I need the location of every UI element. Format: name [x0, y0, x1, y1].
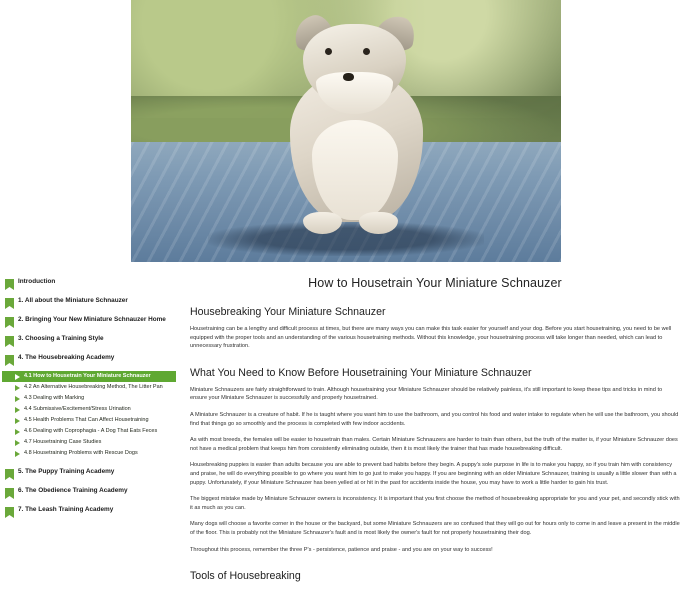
toc-item-label: 3. Choosing a Training Style	[18, 335, 104, 342]
toc-item-label: 4. The Housebreaking Academy	[18, 354, 115, 361]
triangle-icon	[15, 451, 20, 457]
toc-subitem-label: 4.3 Dealing with Marking	[24, 395, 85, 401]
toc-item-label: 5. The Puppy Training Academy	[18, 468, 115, 475]
toc-item-label: 1. All about the Miniature Schnauzer	[18, 297, 128, 304]
bookmark-icon	[5, 279, 14, 290]
toc-item-all-about[interactable]	[2, 295, 176, 314]
toc-item-label: Introduction	[18, 278, 56, 285]
page-title: How to Housetrain Your Miniature Schnauzer	[308, 276, 562, 290]
paragraph: A Miniature Schnauzer is a creature of habit. If he is taught where you want him to use the bathroom, and you control his food and water intake to regulate when he will use the bathroom, you should find that things go so smoothly and the process is completed with few indoor accidents.	[190, 411, 679, 427]
toc-item-bringing-home[interactable]	[2, 314, 176, 333]
bookmark-icon	[5, 355, 14, 366]
hero-banner	[0, 0, 687, 266]
section-heading-tools-of-housebreaking: Tools of Housebreaking	[190, 570, 301, 583]
paragraph: Miniature Schnauzers are fairly straightforward to train. Although housetraining your Miniature Schnauzer should be relatively painless, it's still important to keep these tips and tricks in mind to ensure your Miniature Schnauzer is successfully and properly housetrained.	[190, 386, 663, 402]
toc-subitem-rescue-dogs[interactable]	[2, 448, 176, 459]
table-of-contents	[0, 276, 180, 523]
bookmark-icon	[5, 507, 14, 518]
toc-item-label: 2. Bringing Your New Miniature Schnauzer Home	[18, 316, 166, 323]
toc-item-label: 7. The Leash Training Academy	[18, 506, 114, 513]
toc-subitem-marking[interactable]	[2, 393, 176, 404]
toc-subitem-label: 4.2 An Alternative Housebreaking Method, The Litter Pan	[24, 384, 163, 390]
toc-subitem-label: 4.4 Submissive/Excitement/Stress Urination	[24, 406, 131, 412]
triangle-icon	[15, 396, 20, 402]
toc-item-puppy-academy[interactable]	[2, 466, 176, 485]
section-heading-housebreaking: Housebreaking Your Miniature Schnauzer	[190, 306, 386, 318]
toc-subitem-health-problems[interactable]	[2, 415, 176, 426]
paragraph: Many dogs will choose a favorite corner in the house or the backyard, but some Miniature Schnauzers are so confused that they will go out for hours only to come in and leave a present in the middle of the floor. This is probably not the Miniature Schnauzer's fault and is most likely the owner's fault for not properly housetraining their dog.	[190, 521, 680, 536]
toc-subitem-label: 4.1 How to Housetrain Your Miniature Schnauzer	[24, 373, 151, 379]
toc-item-training-style[interactable]	[2, 333, 176, 352]
schnauzer-photo	[131, 0, 561, 262]
toc-item-label: 6. The Obedience Training Academy	[18, 487, 128, 494]
toc-item-introduction[interactable]	[2, 276, 176, 295]
paragraph: Housetraining can be a lengthy and difficult process at times, but there are many ways you can make this task easier for yourself and your dog. Before you start housetraining, you need to be well equipped with the proper tools and an understanding of the various housetraining methods. Without this knowledge, your housetraining process will take longer than needed, which can lead to unnecessary frustration.	[190, 326, 672, 350]
hero-right-margin	[555, 0, 687, 266]
toc-item-obedience-academy[interactable]	[2, 485, 176, 504]
toc-spacer	[2, 459, 176, 466]
paragraph: Throughout this process, remember the three P's - persistence, patience and praise - and you are on your way to success!	[190, 546, 493, 553]
triangle-icon	[15, 407, 20, 413]
toc-subitem-label: 4.5 Health Problems That Can Affect Housetraining	[24, 417, 149, 423]
photo-shadow	[208, 222, 483, 256]
paragraph: As with most breeds, the females will be easier to housetrain than males. Certain Miniature Schnauzers are harder to train than others, but the truth of the matter is, if your Miniature Schnauzer does not have a medical problem that keeps him from consistently eliminating outside, then it is most likely the trainer that has made housebreaking difficult.	[190, 437, 678, 452]
toc-item-leash-academy[interactable]	[2, 504, 176, 523]
hero-left-margin	[0, 0, 132, 266]
triangle-icon	[15, 440, 20, 446]
bookmark-icon	[5, 469, 14, 480]
bookmark-icon	[5, 298, 14, 309]
bookmark-icon	[5, 317, 14, 328]
triangle-icon	[15, 385, 20, 391]
toc-subitem-label: 4.7 Housetraining Case Studies	[24, 439, 102, 445]
toc-subitem-coprophagia[interactable]	[2, 426, 176, 437]
bookmark-icon	[5, 336, 14, 347]
paragraph: The biggest mistake made by Miniature Schnauzer owners is inconsistency. It is important that you first choose the method of housebreaking appropriate for you and your pet, and secondly stick with it as much as you can.	[190, 496, 680, 511]
triangle-icon	[15, 374, 20, 380]
triangle-icon	[15, 418, 20, 424]
paragraph: Housebreaking puppies is easier than adults because you are able to prevent bad habits before they begin. A puppy's sole purpose in life is to make you happy, so if you train him with consistency and praise, he will do everything possible to go where you want him to go just to make you happy. If you are beginning with an older Miniature Schnauzer, training is usually a little slower than with a puppy. Unfortunately, if your Miniature Schnauzer has been yelled at or hit in the past for accidents inside the house, you may have to work a little harder to gain his trust.	[190, 462, 677, 486]
bookmark-icon	[5, 488, 14, 499]
toc-subitem-label: 4.6 Dealing with Coprophagia - A Dog That Eats Feces	[24, 428, 158, 434]
main-content	[190, 272, 680, 589]
dog-eye-left	[325, 48, 332, 55]
triangle-icon	[15, 429, 20, 435]
toc-subitem-label: 4.8 Housetraining Problems with Rescue Dogs	[24, 450, 138, 456]
toc-subitem-case-studies[interactable]	[2, 437, 176, 448]
section-heading-what-you-need-to-know: What You Need to Know Before Housetraining Your Miniature Schnauzer	[190, 366, 532, 379]
toc-subitem-how-to-housetrain[interactable]	[2, 371, 176, 382]
toc-subitem-litter-pan[interactable]	[2, 382, 176, 393]
toc-subitem-urination[interactable]	[2, 404, 176, 415]
toc-item-housebreaking-academy[interactable]	[2, 352, 176, 371]
